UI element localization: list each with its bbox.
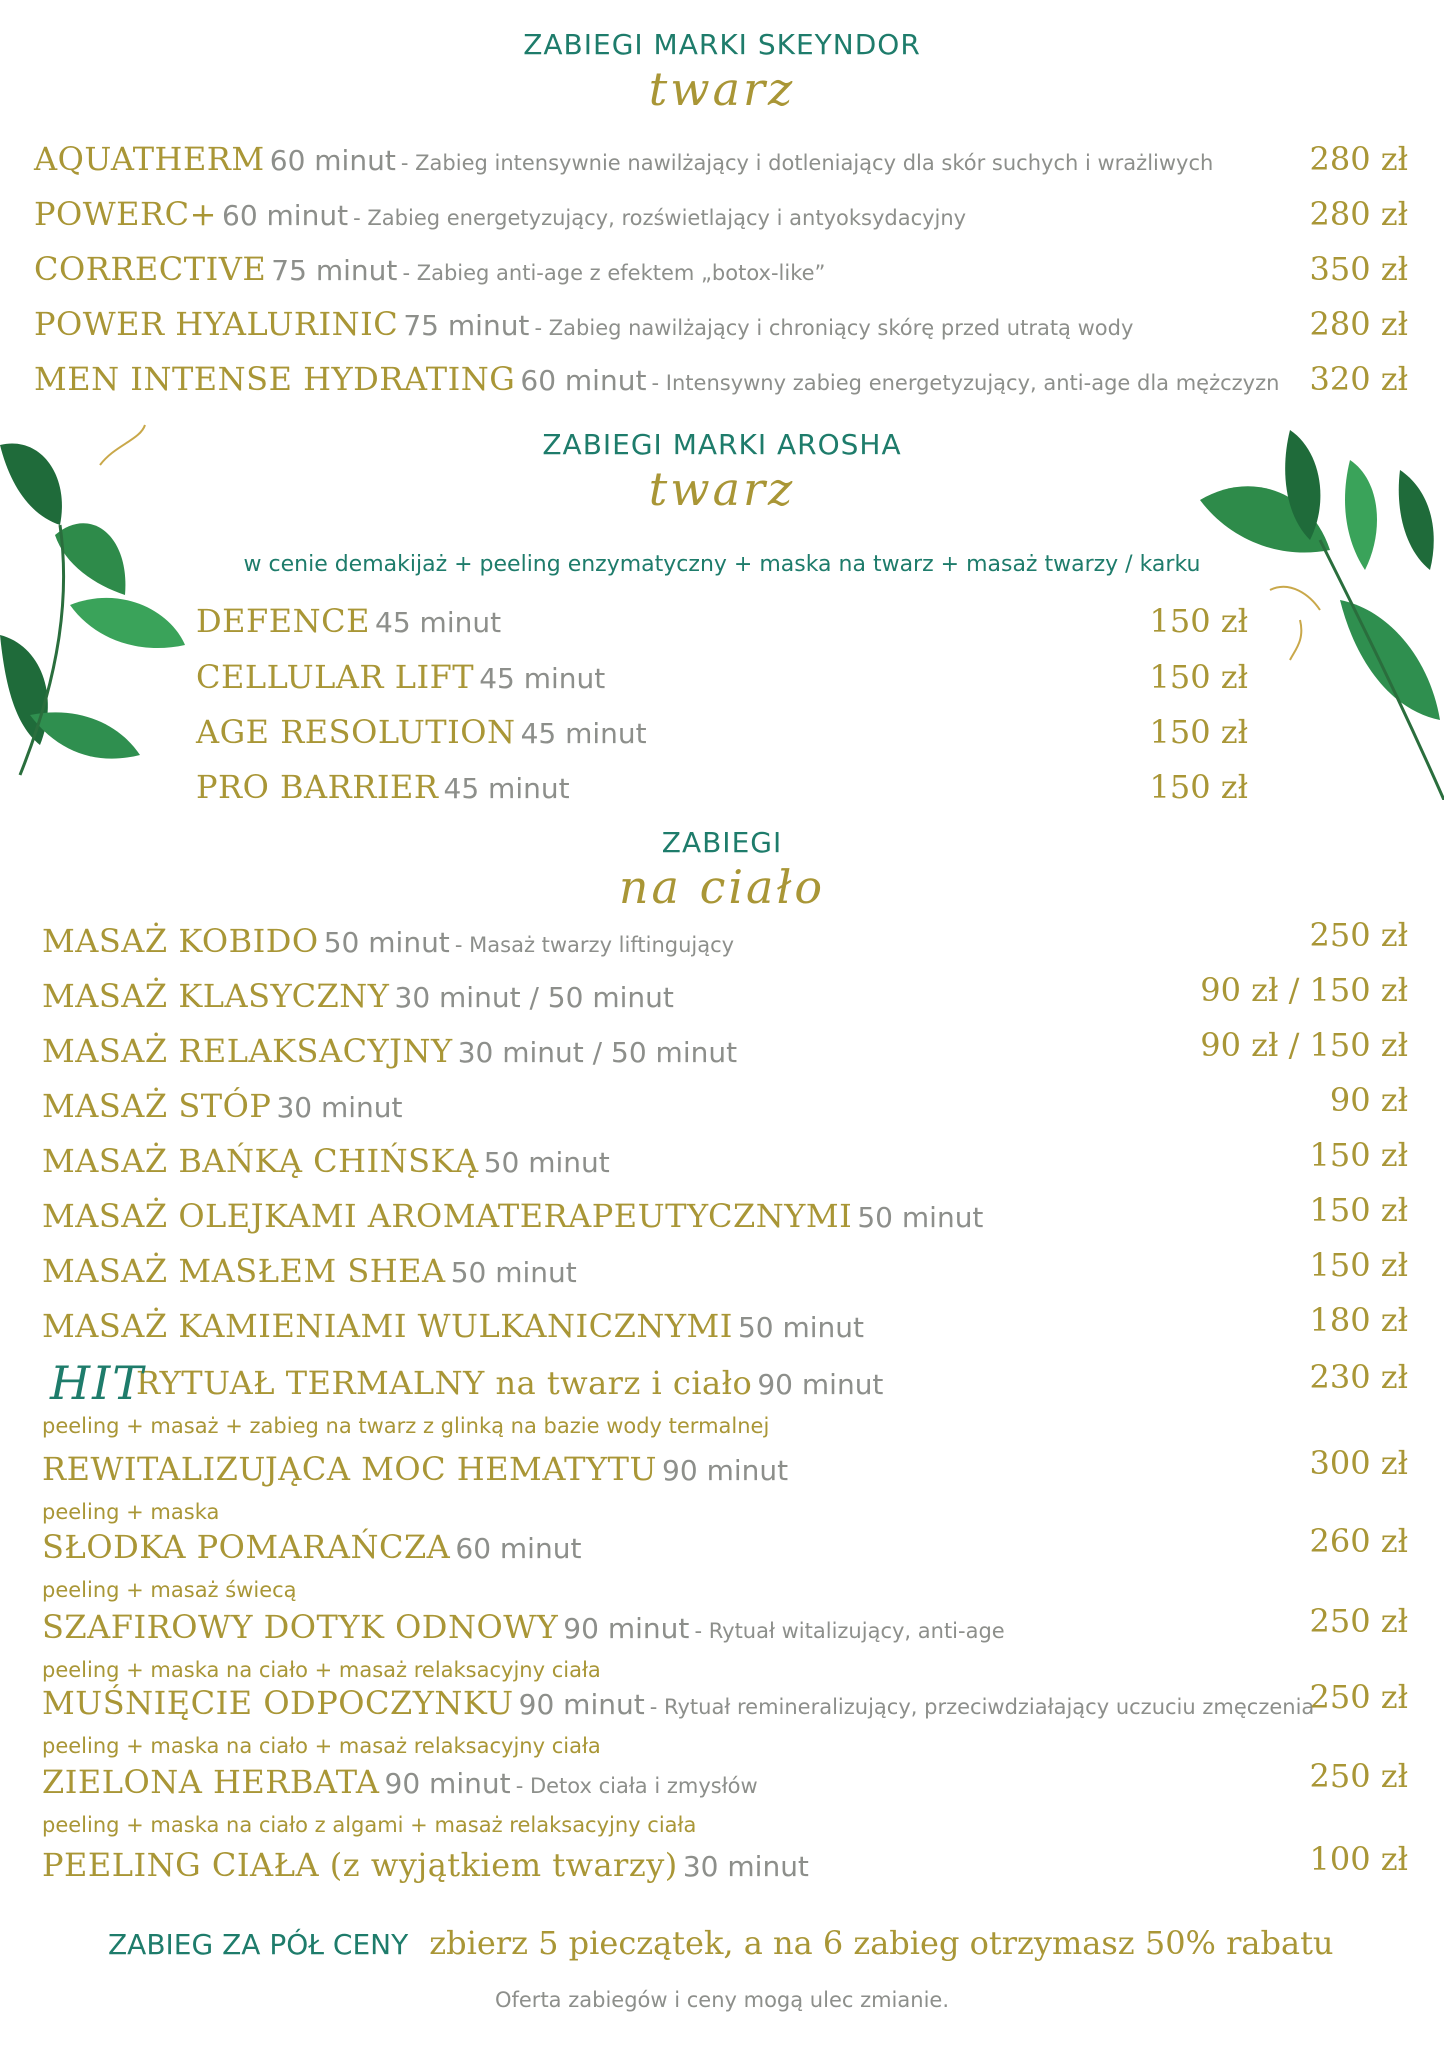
treatment-name: MEN INTENSE HYDRATING: [34, 360, 516, 398]
treatment-name: PEELING CIAŁA (z wyjątkiem twarzy): [42, 1846, 678, 1884]
treatment-duration: 50 minut: [737, 1311, 864, 1344]
treatment-duration: 60 minut: [520, 364, 647, 397]
treatment-name: MASAŻ RELAKSACYJNY: [42, 1032, 453, 1070]
treatment-price: 150 zł: [1149, 713, 1248, 751]
treatment-includes: peeling + maska na ciało + masaż relaksacyjny ciała: [42, 1734, 601, 1758]
body-item: [42, 1450, 788, 1488]
treatment-includes: peeling + maska na ciało z algami + masaż relaksacyjny ciała: [42, 1813, 697, 1837]
treatment-name: ZIELONA HERBATA: [42, 1763, 380, 1801]
treatment-duration: 45 minut: [479, 662, 606, 695]
treatment-price: 90 zł / 150 zł: [1200, 1026, 1408, 1064]
skeyndor-item: [34, 140, 1213, 178]
body-item: [42, 977, 674, 1015]
treatment-price: 250 zł: [1309, 1602, 1408, 1640]
treatment-price: 100 zł: [1309, 1840, 1408, 1878]
treatment-price: 320 zł: [1309, 360, 1408, 398]
promo-label: ZABIEG ZA PÓŁ CENY: [108, 1928, 409, 1961]
treatment-description: - Rytuał remineralizujący, przeciwdziałający uczuciu zmęczenia: [649, 1695, 1315, 1719]
body-item: [42, 1684, 1314, 1722]
treatment-name: POWER HYALURINIC: [34, 305, 399, 343]
promo-text: zbierz 5 pieczątek, a na 6 zabieg otrzymasz 50% rabatu: [429, 1924, 1334, 1962]
treatment-price: 150 zł: [1149, 602, 1248, 640]
body-item: [136, 1364, 883, 1402]
treatment-description: - Intensywny zabieg energetyzujący, anti-age dla mężczyzn: [651, 371, 1280, 395]
body-item: [42, 1307, 864, 1345]
treatment-duration: 30 minut / 50 minut: [457, 1036, 738, 1069]
treatment-name: DEFENCE: [196, 602, 370, 640]
treatment-duration: 90 minut: [563, 1612, 690, 1645]
treatment-name: SŁODKA POMARAŃCZA: [42, 1528, 451, 1566]
promo: [108, 1924, 1334, 1962]
treatment-name: SZAFIROWY DOTYK ODNOWY: [42, 1608, 559, 1646]
treatment-duration: 60 minut: [269, 144, 396, 177]
treatment-name: REWITALIZUJĄCA MOC HEMATYTU: [42, 1450, 657, 1488]
arosha-note: w cenie demakijaż + peeling enzymatyczny + maska na twarz + masaż twarzy / karku: [243, 552, 1201, 577]
treatment-price: 180 zł: [1309, 1301, 1408, 1339]
treatment-name: MASAŻ STÓP: [42, 1087, 272, 1125]
treatment-duration: 90 minut: [518, 1688, 645, 1721]
treatment-duration: 60 minut: [222, 199, 349, 232]
treatment-duration: 90 minut: [662, 1454, 789, 1487]
treatment-price: 260 zł: [1309, 1522, 1408, 1560]
treatment-name: POWERC+: [34, 195, 217, 233]
body-section-script: na ciało: [618, 860, 826, 914]
treatment-duration: 45 minut: [375, 606, 502, 639]
treatment-duration: 75 minut: [271, 254, 398, 287]
treatment-name: MASAŻ KLASYCZNY: [42, 977, 390, 1015]
treatment-name: PRO BARRIER: [196, 768, 439, 806]
treatment-name: RYTUAŁ TERMALNY na twarz i ciało: [136, 1364, 753, 1402]
treatment-name: AGE RESOLUTION: [196, 713, 516, 751]
treatment-description: - Zabieg energetyzujący, rozświetlający i antyoksydacyjny: [353, 206, 967, 230]
treatment-price: 150 zł: [1309, 1246, 1408, 1284]
treatment-price: 150 zł: [1309, 1191, 1408, 1229]
treatment-includes: peeling + masaż + zabieg na twarz z glinką na bazie wody termalnej: [42, 1414, 770, 1438]
arosha-item: [196, 768, 570, 806]
treatment-name: MASAŻ KAMIENIAMI WULKANICZNYMI: [42, 1307, 733, 1345]
skeyndor-item: [34, 305, 1133, 343]
treatment-description: - Zabieg nawilżający i chroniący skórę przed utratą wody: [534, 316, 1134, 340]
treatment-name: MUŚNIĘCIE ODPOCZYNKU: [42, 1684, 514, 1722]
body-section-title: ZABIEGI: [661, 826, 783, 859]
treatment-name: CORRECTIVE: [34, 250, 267, 288]
body-item: [42, 1032, 737, 1070]
body-item: [42, 1252, 577, 1290]
arosha-item: [196, 658, 605, 696]
skeyndor-section-script: twarz: [648, 62, 796, 116]
body-item: [42, 1763, 758, 1801]
treatment-duration: 30 minut / 50 minut: [394, 981, 674, 1014]
treatment-duration: 50 minut: [323, 926, 450, 959]
body-item: [42, 922, 734, 960]
treatment-price: 280 zł: [1309, 140, 1408, 178]
treatment-description: - Rytuał witalizujący, anti-age: [694, 1619, 1005, 1643]
treatment-description: - Detox ciała i zmysłów: [515, 1774, 758, 1798]
treatment-duration: 30 minut: [276, 1091, 403, 1124]
hit-badge: HIT: [50, 1356, 145, 1410]
treatment-name: MASAŻ BAŃKĄ CHIŃSKĄ: [42, 1142, 479, 1180]
treatment-description: - Zabieg anti-age z efektem „botox-like”: [402, 261, 826, 285]
treatment-duration: 75 minut: [403, 309, 530, 342]
treatment-price: 250 zł: [1309, 916, 1408, 954]
treatment-name: MASAŻ MASŁEM SHEA: [42, 1252, 446, 1290]
treatment-price: 230 zł: [1309, 1358, 1408, 1396]
treatment-duration: 90 minut: [384, 1767, 511, 1800]
treatment-price: 250 zł: [1309, 1678, 1408, 1716]
footer-note: Oferta zabiegów i ceny mogą ulec zmianie.: [494, 1988, 950, 2012]
treatment-name: MASAŻ KOBIDO: [42, 922, 319, 960]
treatment-price: 150 zł: [1149, 658, 1248, 696]
body-item: [42, 1087, 403, 1125]
body-item: [42, 1197, 983, 1235]
body-item: [42, 1142, 610, 1180]
treatment-price: 350 zł: [1309, 250, 1408, 288]
treatment-price: 150 zł: [1309, 1136, 1408, 1174]
treatment-duration: 30 minut: [682, 1850, 809, 1883]
body-item: [42, 1846, 809, 1884]
skeyndor-item: [34, 360, 1279, 398]
treatment-includes: peeling + masaż świecą: [42, 1578, 297, 1602]
body-item: [42, 1608, 1005, 1646]
treatment-name: MASAŻ OLEJKAMI AROMATERAPEUTYCZNYMI: [42, 1197, 853, 1235]
treatment-duration: 50 minut: [857, 1201, 984, 1234]
treatment-includes: peeling + maska: [42, 1500, 220, 1524]
arosha-section-title: ZABIEGI MARKI AROSHA: [542, 428, 902, 461]
treatment-duration: 45 minut: [443, 772, 570, 805]
treatment-description: - Zabieg intensywnie nawilżający i dotleniający dla skór suchych i wrażliwych: [400, 151, 1214, 175]
treatment-duration: 50 minut: [483, 1146, 610, 1179]
treatment-duration: 50 minut: [450, 1256, 577, 1289]
treatment-price: 300 zł: [1309, 1444, 1408, 1482]
arosha-section-script: twarz: [648, 462, 796, 516]
treatment-price: 280 zł: [1309, 305, 1408, 343]
treatment-price: 90 zł: [1329, 1081, 1408, 1119]
body-item: [42, 1528, 581, 1566]
treatment-name: AQUATHERM: [34, 140, 265, 178]
treatment-name: CELLULAR LIFT: [196, 658, 475, 696]
treatment-duration: 60 minut: [455, 1532, 582, 1565]
treatment-includes: peeling + maska na ciało + masaż relaksacyjny ciała: [42, 1658, 601, 1682]
treatment-duration: 90 minut: [757, 1368, 884, 1401]
treatment-price: 280 zł: [1309, 195, 1408, 233]
skeyndor-item: [34, 195, 966, 233]
skeyndor-section-title: ZABIEGI MARKI SKEYNDOR: [523, 28, 921, 61]
arosha-item: [196, 713, 647, 751]
skeyndor-item: [34, 250, 825, 288]
treatment-description: - Masaż twarzy liftingujący: [454, 933, 735, 957]
treatment-price: 250 zł: [1309, 1757, 1408, 1795]
treatment-price: 90 zł / 150 zł: [1200, 971, 1408, 1009]
treatment-price: 150 zł: [1149, 768, 1248, 806]
treatment-duration: 45 minut: [520, 717, 647, 750]
arosha-item: [196, 602, 501, 640]
